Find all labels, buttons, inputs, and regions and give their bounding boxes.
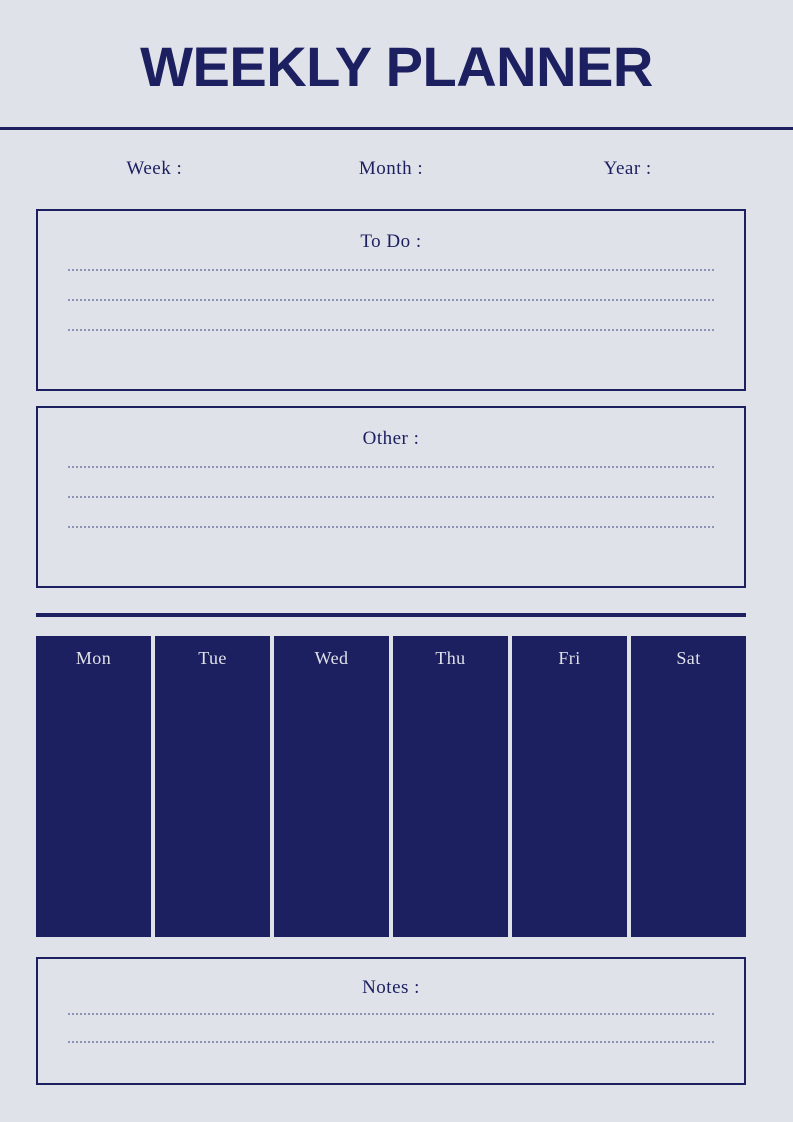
- title-divider: [0, 127, 793, 130]
- year-field-label[interactable]: Year :: [603, 158, 652, 179]
- week-divider: [36, 613, 746, 617]
- day-label: Tue: [198, 648, 227, 668]
- day-label: Mon: [75, 648, 112, 668]
- todo-line[interactable]: [68, 269, 714, 271]
- todo-line[interactable]: [68, 329, 714, 331]
- notes-section: [36, 957, 746, 1085]
- week-days-grid: [36, 636, 746, 937]
- other-line[interactable]: [68, 466, 714, 468]
- day-column-sat[interactable]: [631, 636, 746, 937]
- day-label: Wed: [314, 648, 349, 668]
- day-label: Thu: [435, 648, 466, 668]
- day-column-wed[interactable]: [274, 636, 389, 937]
- page-title-wrapper: [0, 36, 793, 98]
- other-line[interactable]: [68, 496, 714, 498]
- day-column-mon[interactable]: [36, 636, 151, 937]
- other-section: [36, 406, 746, 588]
- todo-write-lines[interactable]: [38, 269, 744, 331]
- day-column-fri[interactable]: [512, 636, 627, 937]
- day-column-thu[interactable]: [393, 636, 508, 937]
- todo-section-title: To Do :: [360, 231, 422, 252]
- other-write-lines[interactable]: [38, 466, 744, 528]
- notes-line[interactable]: [68, 1013, 714, 1015]
- notes-line[interactable]: [68, 1041, 714, 1043]
- todo-line[interactable]: [68, 299, 714, 301]
- todo-section: [36, 209, 746, 391]
- week-field-label[interactable]: Week :: [126, 158, 183, 179]
- notes-section-title: Notes :: [362, 977, 420, 998]
- day-column-tue[interactable]: [155, 636, 270, 937]
- notes-write-lines[interactable]: [38, 1013, 744, 1043]
- meta-row: [36, 158, 746, 180]
- day-label: Sat: [676, 648, 701, 668]
- other-section-title: Other :: [362, 428, 420, 449]
- page-title: WEEKLY PLANNER: [140, 35, 653, 98]
- day-label: Fri: [558, 648, 581, 668]
- other-line[interactable]: [68, 526, 714, 528]
- month-field-label[interactable]: Month :: [358, 158, 424, 179]
